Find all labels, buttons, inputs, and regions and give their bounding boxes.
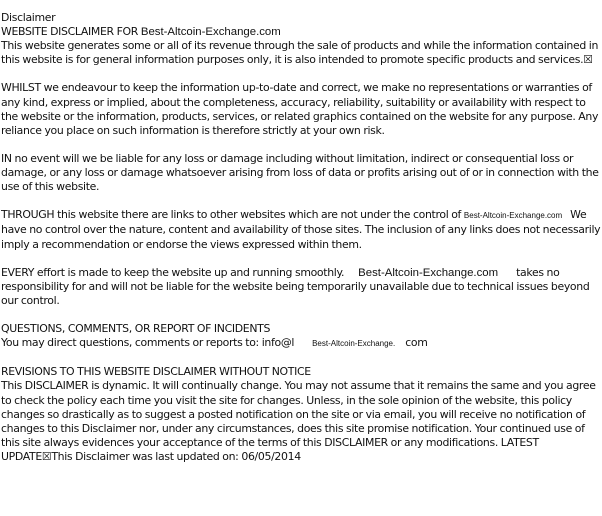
disclaimer-document <box>0 11 602 464</box>
disclaimer-heading <box>1 25 602 39</box>
paragraph-spacer <box>1 252 602 266</box>
paragraph-spacer <box>1 308 602 322</box>
liability-paragraph: IN no event will we be liable for any loss or damage including without limitation, indirect or consequential loss or damage, or any loss or damage whatsoever arising from loss of data or profits arising out of or in connection with the use of this website. <box>1 151 599 194</box>
revisions-heading: REVISIONS TO THIS WEBSITE DISCLAIMER WITHOUT NOTICE <box>1 365 311 379</box>
revisions-paragraph: This DISCLAIMER is dynamic. It will continually change. You may not assume that it remains the same and you agree to check the policy each time you visit the site for changes. Unless, in the sole opinion of the website, this policy changes so drastically as to suggest a posted notification on the site or via email, you will receive no notification of changes to this Disclaimer nor, under any circumstances, does this site promise notification. Your continued use of this site always evidences your acceptance of the terms of this DISCLAIMER or any modifications. LATEST UPDATE☒This Disclaimer was last updated on: 06/05/2014 <box>1 379 596 463</box>
availability-paragraph <box>1 266 602 308</box>
links-text-before: THROUGH this website there are links to other websites which are not under the control of <box>1 208 462 222</box>
links-site-name: Best-Altcoin-Exchange.com <box>463 211 563 221</box>
intro-paragraph: This website generates some or all of its revenue through the sale of products and while the information contained in this website is for general information purposes only, it is also intended to promote specific products and services.☒ <box>1 39 599 67</box>
availability-text-after: takes no responsibility for and will not be liable for the website being temporarily unavailable due to technical issues beyond our control. <box>1 265 590 307</box>
availability-site-name: Best-Altcoin-Exchange.com <box>358 266 499 279</box>
questions-heading: QUESTIONS, COMMENTS, OR REPORT OF INCIDENTS <box>1 322 271 336</box>
questions-paragraph <box>1 336 602 351</box>
availability-text-before: EVERY effort is made to keep the website up and running smoothly. <box>1 265 345 279</box>
paragraph-spacer <box>1 194 602 208</box>
paragraph-spacer <box>1 67 602 81</box>
external-links-paragraph <box>1 208 602 251</box>
questions-text: You may direct questions, comments or reports to: info@l <box>1 336 295 350</box>
heading-prefix: WEBSITE DISCLAIMER FOR <box>1 25 138 39</box>
links-text-after: We have no control over the nature, content and availability of those sites. The inclusion of any links does not necessarily imply a recommendation or endorse the views expressed within them. <box>1 208 601 251</box>
questions-site-tld: com <box>405 336 428 350</box>
accuracy-paragraph: WHILST we endeavour to keep the information up-to-date and correct, we make no representations or warranties of any kind, express or implied, about the completeness, accuracy, reliability, suitability or availability with respect to the website or the information, products, services, or related graphics contained on the website for any purpose. Any reliance you place on such information is therefore strictly at your own risk. <box>1 81 599 137</box>
questions-site-name: Best-Altcoin-Exchange. <box>312 339 396 349</box>
paragraph-spacer <box>1 351 602 365</box>
paragraph-spacer <box>1 138 602 152</box>
heading-site-name: Best-Altcoin-Exchange.com <box>140 26 281 39</box>
document-title: Disclaimer <box>1 11 56 24</box>
